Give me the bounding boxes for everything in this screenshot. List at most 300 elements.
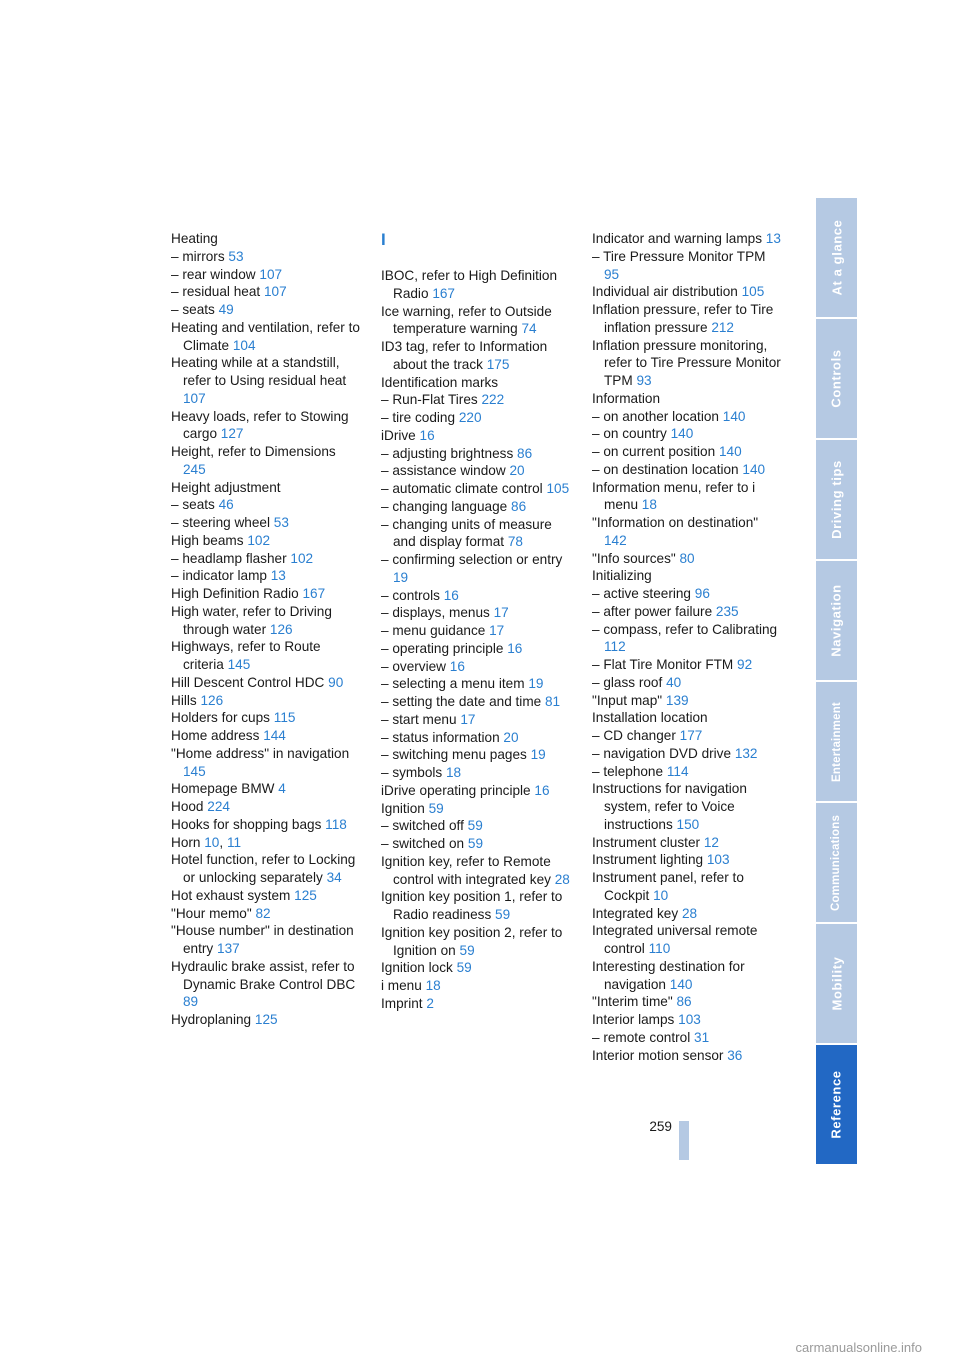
page-reference-link[interactable]: 132 xyxy=(734,745,758,761)
page-reference-link[interactable]: 53 xyxy=(273,515,289,530)
page-reference-link[interactable]: 167 xyxy=(302,586,326,601)
page-reference-link[interactable]: 96 xyxy=(694,586,710,601)
page-reference-link[interactable]: 140 xyxy=(669,976,693,992)
index-entry xyxy=(381,853,573,889)
index-entry xyxy=(592,851,782,869)
page-reference-link[interactable]: 107 xyxy=(183,390,206,406)
index-entry-text: "Input map" xyxy=(592,692,663,708)
page-reference-link[interactable]: 31 xyxy=(694,1029,710,1045)
page-reference-link[interactable]: 104 xyxy=(232,337,256,353)
page-reference-link[interactable]: 10 xyxy=(204,834,220,850)
index-entry xyxy=(381,480,573,498)
index-entry xyxy=(592,301,782,337)
index-entry-text: – Tire Pressure Monitor TPM xyxy=(592,248,766,264)
section-tab-entertainment[interactable] xyxy=(816,682,857,801)
index-entry xyxy=(592,390,782,408)
index-entry xyxy=(592,727,782,745)
index-entry xyxy=(381,959,573,977)
page-reference-link[interactable]: 145 xyxy=(227,657,251,672)
index-entry xyxy=(171,550,361,568)
index-entry xyxy=(381,675,573,693)
page-reference-link[interactable]: 93 xyxy=(636,373,652,388)
index-entry-text: – adjusting brightness xyxy=(381,445,514,461)
index-entry-text: – assistance window xyxy=(381,463,506,479)
index-entry xyxy=(171,354,361,407)
index-entry xyxy=(171,603,361,639)
index-entry xyxy=(381,462,573,480)
page-reference-link[interactable]: 59 xyxy=(456,960,472,976)
index-entry xyxy=(171,301,361,319)
page-reference-link[interactable]: 89 xyxy=(183,994,199,1010)
index-entry-text: Interior lamps xyxy=(592,1012,675,1027)
page-reference-link[interactable]: 12 xyxy=(703,834,719,850)
index-entry xyxy=(381,924,573,960)
index-entry xyxy=(381,551,573,587)
index-entry-text: Initializing xyxy=(592,568,652,584)
index-entry xyxy=(592,230,782,248)
page-reference-link[interactable]: 59 xyxy=(495,907,511,922)
page-reference-link[interactable]: 177 xyxy=(679,728,703,743)
index-entry xyxy=(592,461,782,479)
page-reference-link[interactable]: 118 xyxy=(325,816,347,832)
index-entry xyxy=(171,514,361,532)
index-entry xyxy=(381,587,573,605)
page-reference-link[interactable]: 140 xyxy=(722,408,746,424)
index-entry xyxy=(381,711,573,729)
page-number: 259 xyxy=(649,1119,672,1134)
index-entry-text: Heavy loads, refer to Stowing cargo xyxy=(171,408,349,442)
section-tab-label: Reference xyxy=(829,1070,844,1139)
index-column-1 xyxy=(171,230,361,1029)
index-entry xyxy=(171,266,361,284)
index-entry-text: – on country xyxy=(592,426,667,442)
page-reference-link[interactable]: 2 xyxy=(426,995,434,1011)
index-entry-text: Inflation pressure, refer to Tire inflation pressure xyxy=(592,302,774,335)
page-reference-link[interactable]: 74 xyxy=(521,321,537,337)
index-entry-text: Ignition key, refer to Remote control with integrated key xyxy=(381,853,551,887)
page-reference-link[interactable]: 114 xyxy=(666,763,689,779)
index-entry xyxy=(381,835,573,853)
index-entry-text: – compass, refer to Calibrating xyxy=(592,621,778,637)
index-entry-text: – on current position xyxy=(592,444,716,459)
page-reference-link[interactable]: 20 xyxy=(509,463,525,479)
index-entry xyxy=(381,817,573,835)
page-reference-link[interactable]: 10 xyxy=(653,887,669,903)
page-reference-link[interactable]: 28 xyxy=(554,871,570,887)
index-entry-text: "Information on destination" xyxy=(592,515,759,530)
index-entry-text: – Flat Tire Monitor FTM xyxy=(592,657,734,672)
index-entry-text: – glass roof xyxy=(592,674,663,690)
index-entry xyxy=(381,995,573,1013)
page-reference-link[interactable]: 28 xyxy=(681,905,698,921)
index-entry-text: Information menu, refer to i menu xyxy=(592,479,756,513)
index-entry xyxy=(381,409,573,427)
page-reference-link[interactable]: 17 xyxy=(493,605,509,621)
index-entry xyxy=(171,408,361,444)
index-entry-text: – steering wheel xyxy=(171,515,270,530)
index-entry-text: – navigation DVD drive xyxy=(592,745,732,761)
page-reference-link[interactable]: 34 xyxy=(326,870,342,885)
page-reference-link[interactable]: 139 xyxy=(665,692,689,708)
section-tab-communications[interactable] xyxy=(816,803,857,922)
index-entry-text: Integrated key xyxy=(592,905,679,921)
index-entry-text: – symbols xyxy=(381,765,443,780)
index-entry xyxy=(381,977,573,995)
index-entry-text: – on another location xyxy=(592,408,719,424)
index-entry xyxy=(171,905,361,923)
page-reference-link[interactable]: 126 xyxy=(269,621,293,637)
page-reference-link[interactable]: 220 xyxy=(458,410,482,425)
index-entry-text: – displays, menus xyxy=(381,605,490,621)
index-entry-text: iDrive operating principle xyxy=(381,782,531,798)
page-reference-link[interactable]: 59 xyxy=(467,836,484,851)
section-tab-navigation[interactable] xyxy=(816,561,857,680)
page-reference-link[interactable]: 212 xyxy=(711,319,734,335)
page-reference-link[interactable]: 16 xyxy=(449,658,465,674)
section-tab-label: Navigation xyxy=(829,584,844,657)
index-entry-text: – CD changer xyxy=(592,728,676,743)
index-entry-text: Heating and ventilation, refer to Climate xyxy=(171,319,360,353)
index-entry-text: – setting the date and time xyxy=(381,694,542,709)
page-reference-link[interactable]: 13 xyxy=(765,231,781,246)
page-reference-link[interactable]: 102 xyxy=(290,550,314,566)
index-entry xyxy=(171,496,361,514)
page-reference-link[interactable]: 140 xyxy=(718,444,742,459)
index-entry xyxy=(171,532,361,550)
section-tab-label: Mobility xyxy=(829,956,844,1011)
index-entry xyxy=(171,692,361,710)
index-entry xyxy=(171,851,361,887)
page-reference-link[interactable]: 19 xyxy=(528,676,544,692)
section-tab-label: Driving tips xyxy=(829,460,844,539)
section-tab-label: At a glance xyxy=(829,219,844,296)
index-entry xyxy=(381,800,573,818)
page-reference-link[interactable]: 110 xyxy=(648,941,671,956)
index-entry xyxy=(592,869,782,905)
page-reference-link[interactable]: 112 xyxy=(604,639,626,655)
page-reference-link[interactable]: 167 xyxy=(432,285,455,301)
section-tab-label: Entertainment xyxy=(830,701,843,782)
index-entry xyxy=(171,780,361,798)
index-entry xyxy=(381,267,573,303)
index-entry-text: Homepage BMW xyxy=(171,781,275,797)
page-reference-link[interactable]: 103 xyxy=(706,852,730,868)
index-entry-text: Hydraulic brake assist, refer to Dynamic Brake Control DBC xyxy=(171,958,356,992)
page-reference-link[interactable]: 20 xyxy=(503,729,519,745)
page-reference-link[interactable]: 13 xyxy=(270,568,286,584)
page-reference-link[interactable]: 92 xyxy=(737,657,753,672)
page-reference-link[interactable]: 53 xyxy=(228,248,244,264)
index-entry-text: Interesting destination for navigation xyxy=(592,958,745,992)
page-reference-link[interactable]: 17 xyxy=(489,623,505,638)
index-entry-text: – operating principle xyxy=(381,640,504,656)
index-entry xyxy=(592,834,782,852)
index-entry-text: – automatic climate control xyxy=(381,481,543,496)
index-entry-text: Heating xyxy=(171,231,218,246)
page-reference-link[interactable]: 142 xyxy=(604,532,627,548)
watermark: carmanualsonline.info xyxy=(795,1340,922,1355)
page-reference-link[interactable]: 140 xyxy=(670,426,694,442)
page-reference-link[interactable]: 105 xyxy=(546,481,570,496)
index-entry-text: Hood xyxy=(171,799,204,814)
index-entry-text: Height adjustment xyxy=(171,479,281,495)
page-reference-link[interactable]: 95 xyxy=(604,266,620,282)
index-entry xyxy=(171,638,361,674)
page-reference-link[interactable]: 107 xyxy=(259,266,283,282)
index-entry-text: Horn xyxy=(171,834,201,850)
index-entry xyxy=(381,764,573,782)
page-reference-link[interactable]: 125 xyxy=(294,887,317,903)
index-entry xyxy=(171,248,361,266)
page-reference-link[interactable]: 126 xyxy=(200,692,224,708)
index-entry-text: – rear window xyxy=(171,266,256,282)
page-reference-link[interactable]: 18 xyxy=(445,765,462,780)
index-entry-text: – controls xyxy=(381,587,440,603)
index-entry-text: Hot exhaust system xyxy=(171,887,291,903)
index-entry xyxy=(592,922,782,958)
index-entry-text: Interior motion sensor xyxy=(592,1047,724,1063)
page-reference-link[interactable]: 81 xyxy=(545,694,561,709)
index-entry xyxy=(171,479,361,497)
page-reference-link[interactable]: 86 xyxy=(511,498,527,514)
page-reference-link[interactable]: 150 xyxy=(676,816,700,832)
page-reference-link[interactable]: 16 xyxy=(419,427,435,443)
index-entry-text: – selecting a menu item xyxy=(381,676,525,692)
index-entry xyxy=(381,729,573,747)
index-entry xyxy=(171,887,361,905)
index-entry-text: – telephone xyxy=(592,763,664,779)
page-reference-link[interactable]: 19 xyxy=(530,747,546,763)
page-reference-link[interactable]: 18 xyxy=(425,978,441,993)
index-entry-text: High beams xyxy=(171,532,244,548)
index-entry xyxy=(592,692,782,710)
page-reference-link[interactable]: 224 xyxy=(207,799,230,814)
index-entry xyxy=(171,230,361,248)
index-entry-text: – Run-Flat Tires xyxy=(381,392,478,408)
page-reference-link[interactable]: 222 xyxy=(481,392,505,408)
page-reference-link[interactable]: 16 xyxy=(443,587,459,603)
index-entry xyxy=(381,338,573,374)
index-entry xyxy=(381,391,573,409)
index-entry-text: Inflation pressure monitoring, refer to Tire Pressure Monitor TPM xyxy=(592,337,781,388)
index-entry xyxy=(381,782,573,800)
page-reference-link[interactable]: 40 xyxy=(666,674,682,690)
section-tab-reference[interactable] xyxy=(816,1045,857,1164)
index-entry-text: Heating while at a standstill, refer to Using residual heat xyxy=(171,355,347,388)
index-entry xyxy=(592,621,782,657)
page-reference-link[interactable]: 11 xyxy=(226,834,242,850)
index-entry-text: – menu guidance xyxy=(381,623,486,638)
index-entry xyxy=(381,516,573,552)
index-entry-text: – changing language xyxy=(381,498,508,514)
index-entry-text: "Home address" in navigation xyxy=(171,745,350,761)
index-entry-text: – on destination location xyxy=(592,461,739,477)
index-entry-text: Ignition xyxy=(381,800,425,816)
page-reference-link[interactable]: 115 xyxy=(273,710,296,726)
index-entry xyxy=(171,443,361,479)
index-entry-text: High Definition Radio xyxy=(171,586,299,601)
index-column-2 xyxy=(381,230,573,1013)
section-tab-mobility[interactable] xyxy=(816,924,857,1043)
page-reference-link[interactable]: 245 xyxy=(183,461,206,477)
index-entry-text: Ignition lock xyxy=(381,960,453,976)
index-entry-text: Instrument panel, refer to Cockpit xyxy=(592,870,744,903)
index-entry xyxy=(592,248,782,284)
index-letter-heading: I xyxy=(381,230,386,249)
index-entry xyxy=(592,1047,782,1065)
page-reference-link[interactable]: 144 xyxy=(263,728,286,743)
index-entry xyxy=(592,443,782,461)
index-entry xyxy=(381,746,573,764)
index-entry-text: Height, refer to Dimensions xyxy=(171,444,336,459)
index-entry: Horn 10, 11 xyxy=(171,834,242,850)
index-entry-text: Individual air distribution xyxy=(592,284,738,300)
index-entry-text: Hydroplaning xyxy=(171,1012,252,1027)
index-entry-text: – seats xyxy=(171,497,215,513)
page-reference-link[interactable]: 145 xyxy=(183,763,206,779)
page-reference-link[interactable]: 90 xyxy=(328,674,344,690)
index-entry xyxy=(592,905,782,923)
index-entry-text: Identification marks xyxy=(381,374,499,390)
page-reference-link[interactable]: 36 xyxy=(727,1047,743,1063)
index-entry xyxy=(592,425,782,443)
page-reference-link[interactable]: 78 xyxy=(507,534,523,550)
index-entry xyxy=(592,550,782,568)
section-tab-controls[interactable] xyxy=(816,319,857,438)
index-entry xyxy=(592,780,782,833)
index-entry xyxy=(592,337,782,390)
page-reference-link[interactable]: 59 xyxy=(428,800,444,816)
index-entry xyxy=(171,567,361,585)
index-entry-text: Holders for cups xyxy=(171,710,270,726)
index-entry-text: – start menu xyxy=(381,711,457,727)
page-reference-link[interactable]: 80 xyxy=(679,550,695,566)
page-reference-link[interactable]: 107 xyxy=(263,284,287,300)
index-entry xyxy=(592,958,782,994)
index-entry-text: Information xyxy=(592,390,661,406)
index-entry xyxy=(592,585,782,603)
index-entry xyxy=(381,498,573,516)
index-entry-text: Highways, refer to Route criteria xyxy=(171,639,321,672)
page-reference-link[interactable]: 49 xyxy=(218,302,234,317)
section-tabs xyxy=(816,198,857,1166)
page-reference-link[interactable]: 82 xyxy=(255,905,271,921)
index-entry xyxy=(381,640,573,658)
page-reference-link[interactable]: 17 xyxy=(460,711,476,727)
index-entry-text: Instructions for navigation system, refer to Voice instructions xyxy=(592,781,747,832)
section-tab-label: Communications xyxy=(830,814,843,911)
index-entry xyxy=(171,922,361,958)
page-reference-link[interactable]: 46 xyxy=(218,497,234,513)
index-entry xyxy=(592,993,782,1011)
page-marker-bar xyxy=(679,1121,689,1160)
index-entry xyxy=(381,445,573,463)
index-entry xyxy=(171,674,361,692)
index-entry xyxy=(171,745,361,781)
index-entry xyxy=(592,674,782,692)
index-entry xyxy=(381,658,573,676)
page-reference-link[interactable]: 59 xyxy=(467,818,483,834)
page-reference-link[interactable]: 59 xyxy=(459,942,475,958)
index-entry xyxy=(592,1029,782,1047)
index-entry-text: "House number" in destination entry xyxy=(171,923,354,956)
index-entry-text: IBOC, refer to High Definition Radio xyxy=(381,268,558,301)
index-entry-text: i menu xyxy=(381,978,422,993)
index-entry xyxy=(171,585,361,603)
page-reference-link[interactable]: 125 xyxy=(254,1012,278,1027)
index-entry-text: Hills xyxy=(171,692,197,708)
index-entry xyxy=(592,479,782,515)
index-entry-text: ID3 tag, refer to Information about the track xyxy=(381,339,548,372)
index-entry xyxy=(381,374,573,392)
index-entry-text: Home address xyxy=(171,728,260,743)
index-entry-text: – remote control xyxy=(592,1029,691,1045)
section-tab-label: Controls xyxy=(829,349,844,408)
page-reference-link[interactable]: 103 xyxy=(678,1012,701,1027)
page-reference-link[interactable]: 86 xyxy=(517,445,533,461)
page-reference-link[interactable]: 102 xyxy=(247,532,271,548)
index-entry-text: Ice warning, refer to Outside temperature warning xyxy=(381,303,552,337)
page-reference-link[interactable]: 137 xyxy=(217,941,240,956)
index-entry xyxy=(171,283,361,301)
index-entry-text: "Info sources" xyxy=(592,550,676,566)
index-entry xyxy=(171,816,361,834)
index-entry xyxy=(592,656,782,674)
page-reference-link[interactable]: 16 xyxy=(534,782,550,798)
section-tab-driving-tips[interactable] xyxy=(816,440,857,559)
page-reference-link[interactable]: 86 xyxy=(676,994,692,1010)
index-entry-text: – mirrors xyxy=(171,248,225,264)
index-column-3 xyxy=(592,230,782,1064)
index-entry-text: – changing units of measure and display format xyxy=(381,516,552,550)
index-entry xyxy=(592,283,782,301)
index-entry-text: Hill Descent Control HDC xyxy=(171,674,325,690)
index-entry xyxy=(171,319,361,355)
index-entry xyxy=(381,427,573,445)
index-entry xyxy=(381,604,573,622)
index-entry-text: High water, refer to Driving through water xyxy=(171,603,332,637)
index-entry xyxy=(171,798,361,816)
index-entry xyxy=(381,622,573,640)
index-entry-text: – switched on xyxy=(381,836,465,851)
page-reference-link[interactable]: 16 xyxy=(507,640,523,656)
page-reference-link[interactable]: 140 xyxy=(742,461,766,477)
page-reference-link[interactable]: 19 xyxy=(393,569,409,585)
index-entry-text: – switched off xyxy=(381,818,464,834)
page-reference-link[interactable]: 4 xyxy=(278,781,286,797)
page-reference-link[interactable]: 105 xyxy=(741,284,765,300)
page-reference-link[interactable]: 175 xyxy=(486,356,510,372)
index-entry xyxy=(592,763,782,781)
index-entry xyxy=(381,693,573,711)
index-entry-text: Ignition key position 2, refer to Ignition on xyxy=(381,924,563,958)
section-tab-at-a-glance[interactable] xyxy=(816,198,857,317)
index-entry-text: iDrive xyxy=(381,427,416,443)
page-reference-link[interactable]: 235 xyxy=(715,603,739,619)
index-entry-text: "Hour memo" xyxy=(171,905,252,921)
index-entry xyxy=(381,888,573,924)
index-entry-text: – confirming selection or entry xyxy=(381,552,563,567)
index-entry xyxy=(592,603,782,621)
index-entry-text: Instrument lighting xyxy=(592,852,704,868)
index-entry-text: Indicator and warning lamps xyxy=(592,231,763,246)
index-entry-text: – tire coding xyxy=(381,410,456,425)
index-entry-text: – seats xyxy=(171,302,215,317)
index-entry-text: "Interim time" xyxy=(592,994,673,1010)
page-reference-link[interactable]: 18 xyxy=(641,497,657,513)
index-entry-text: Ignition key position 1, refer to Radio readiness xyxy=(381,889,563,922)
page-reference-link[interactable]: 127 xyxy=(220,426,244,442)
